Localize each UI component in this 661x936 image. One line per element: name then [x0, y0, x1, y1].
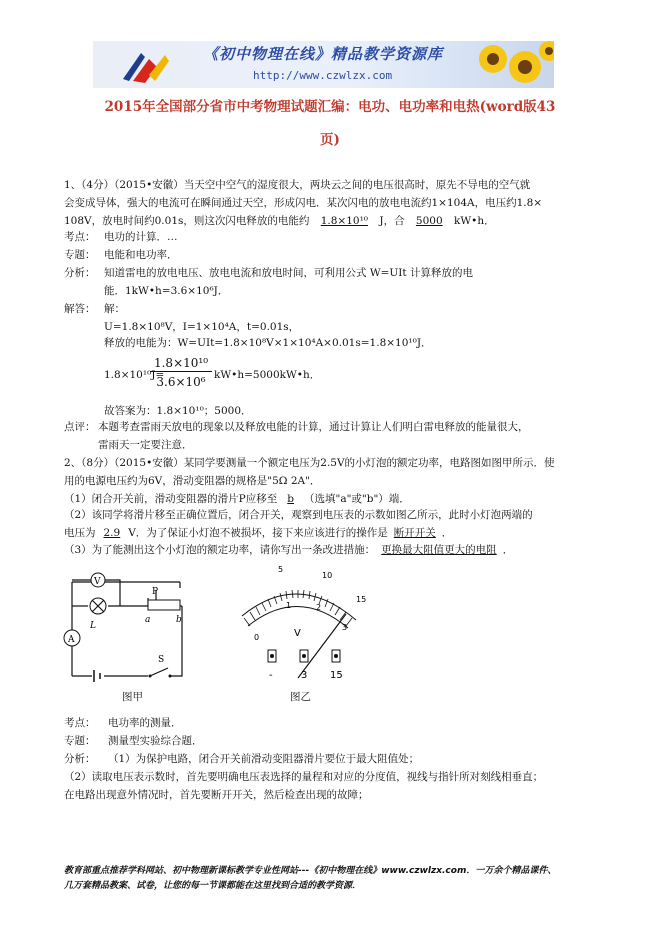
q1-answer1: 1.8×10¹⁰: [320, 215, 369, 227]
q2-part2-line2: [64, 526, 452, 540]
q1-solution-line1: U=1.8×10⁸V，I=1×10⁴A，t=0.01s，: [104, 321, 300, 333]
q2-fenxi-line3: 在电路出现意外情况时，首先要断开开关，然后检查出现的故障；: [64, 789, 369, 801]
q1-dianping-label: 点评：: [64, 421, 96, 433]
q2-fenxi-label: 分析：: [64, 753, 96, 765]
q1-dianping-line2: 雷雨天一定要注意．: [98, 439, 193, 451]
circuit-diagram: [60, 566, 210, 706]
battery-symbol: [94, 670, 100, 682]
q1-dianping-line1: 本题考查雷雨天放电的现象以及释放电能的计算，通过计算让人们明白雷电释放的能量很大，: [98, 421, 529, 433]
page-title-cont: 页): [320, 132, 340, 148]
q1-final-answer: 故答案为：1.8×10¹⁰；5000．: [104, 405, 252, 417]
ammeter-label: A: [68, 635, 75, 645]
q2-kaodian: 电功率的测量．: [108, 717, 182, 729]
bottom-scale-0: 0: [254, 633, 260, 642]
terminal-minus: -: [269, 670, 273, 681]
footer-line1: 教育部重点推荐学科网站、初中物理新课标教学专业性网站---《初中物理在线》www.czwlzx.com．一万余个精品课件、: [64, 866, 557, 876]
q1-line3: [64, 214, 495, 228]
q2-part2-mid: V．为了保证小灯泡不被损坏，接下来应该进行的操作是: [128, 527, 388, 539]
meter-unit-v: V: [294, 628, 301, 639]
q1-fenxi-label: 分析：: [64, 267, 96, 279]
q1-fenxi-line2: 能．1kW•h=3.6×10⁶J．: [104, 285, 229, 297]
terminal-15: 15: [330, 670, 343, 681]
q2-part2-line1: （2）该同学将滑片移至正确位置后，闭合开关，观察到电压表的示数如图乙所示，此时小灯泡两端的: [64, 509, 533, 521]
top-scale-15: 15: [356, 595, 367, 604]
q1-jie: 解：: [104, 303, 125, 315]
top-scale-5: 5: [278, 565, 284, 574]
top-scale-10: 10: [322, 571, 333, 580]
q1-zhuanti-label: 专题：: [64, 249, 96, 261]
q1-line3-mid: J，合: [379, 215, 405, 227]
q2-part3: [64, 543, 513, 557]
q1-fenxi-line1: 知道雷电的放电电压、放电电流和放电时间，可利用公式 W=UIt 计算释放的电: [104, 267, 473, 279]
q1-solution-line2: [104, 336, 432, 350]
q2-part1: [64, 492, 410, 506]
sunflower-icon: [463, 41, 554, 88]
q1-zhuanti: 电能和电功率．: [104, 249, 178, 261]
q2-part3-answer: 更换最大阻值更大的电阻: [381, 544, 497, 556]
banner-url[interactable]: http://www.czwlzx.com: [253, 69, 393, 82]
q1-line2: 会变成导体，强大的电流可在瞬间通过天空，形成闪电．某次闪电的放电电流约1×104A，电压约1.8×: [64, 197, 543, 209]
q2-line2: 用的电源电压约为6V，滑动变阻器的规格是"5Ω 2A"．: [64, 475, 321, 487]
q1-solution-line3-post: kW•h=5000kW•h．: [214, 369, 321, 381]
voltmeter-dial: [228, 562, 368, 692]
q2-line1: 2、（8分）（2015•安徽）某同学要测量一个额定电压为2.5V的小灯泡的额定功率，电路图如图甲所示．使: [64, 457, 555, 469]
banner-title: 《初中物理在线》精品教学资源库: [203, 45, 444, 63]
q1-kaodian: 电功的计算．…: [104, 231, 178, 243]
q2-part2-answer2: 断开开关: [393, 527, 436, 539]
q1-answer2: 5000: [415, 215, 443, 227]
slider-p-label: P: [152, 587, 159, 597]
q2-part3-post: ．: [502, 544, 514, 556]
terminal-a-label: a: [145, 615, 151, 625]
q2-fenxi-line2: （2）读取电压表示数时，首先要明确电压表选择的量程和对应的分度值，视线与指针所对刻线相垂直；: [64, 771, 544, 783]
q2-fenxi-line1: （1）为保护电路，闭合开关前滑动变阻器滑片要位于最大阻值处；: [108, 753, 420, 765]
q1-line3-post: kW•h．: [454, 215, 495, 227]
header-banner: [93, 41, 554, 88]
q1-fraction-numerator: 1.8×10¹⁰: [150, 355, 212, 372]
q1-line3-pre: 108V，放电时间约0.01s，则这次闪电释放的电能约: [64, 215, 310, 227]
figure-b-caption: 图乙: [290, 691, 311, 703]
q1-solution-label: 释放的电能为：: [104, 337, 178, 349]
q2-zhuanti: 测量型实验综合题．: [108, 735, 203, 747]
page-title: 2015年全国部分省市中考物理试题汇编：电功、电功率和电热(word版43: [104, 99, 556, 115]
q2-part1-pre: （1）闭合开关前，滑动变阻器的滑片P应移至: [64, 493, 278, 505]
q1-solution-line3-pre: 1.8×10¹⁰J=: [104, 369, 165, 381]
q2-part2-post: ．: [441, 527, 453, 539]
bottom-scale-2: 2: [316, 603, 322, 612]
q2-kaodian-label: 考点：: [64, 717, 96, 729]
switch-s-label: S: [158, 655, 165, 665]
q2-part1-post: （选填"a"或"b"）端．: [303, 493, 410, 505]
q1-kaodian-label: 考点：: [64, 231, 96, 243]
q2-part2-pre: 电压为: [64, 527, 96, 539]
footer-line2: 几万套精品教案、试卷，让您的每一节课都能在这里找到合适的教学资源．: [64, 881, 362, 891]
terminal-b-label: b: [176, 615, 182, 625]
bottom-scale-1: 1: [286, 601, 292, 610]
q2-part2-answer1: 2.9: [103, 527, 121, 539]
lamp-l-label: L: [90, 621, 96, 631]
voltmeter-label: V: [94, 577, 101, 587]
q1-line1: 1、（4分）（2015•安徽）当天空中空气的湿度很大，两块云之间的电压很高时，原先不导电的空气就: [64, 179, 531, 191]
terminal-3: 3: [301, 670, 308, 681]
rheostat-symbol: [148, 600, 180, 610]
q1-solution-formula: W=UIt=1.8×10⁸V×1×10⁴A×0.01s=1.8×10¹⁰J．: [177, 337, 432, 349]
meter-terminals: [268, 650, 340, 662]
q2-part3-pre: （3）为了能测出这个小灯泡的额定功率，请你写出一条改进措施：: [64, 544, 376, 556]
q2-zhuanti-label: 专题：: [64, 735, 96, 747]
logo-icon: [115, 45, 185, 85]
bottom-scale-3: 3: [342, 623, 348, 632]
q2-part1-answer: b: [287, 493, 294, 505]
figure-a-caption: 图甲: [122, 691, 143, 703]
q1-jieda-label: 解答：: [64, 303, 96, 315]
q1-fraction-denominator: 3.6×10⁶: [156, 375, 206, 389]
meter-needle-icon: [298, 614, 346, 678]
